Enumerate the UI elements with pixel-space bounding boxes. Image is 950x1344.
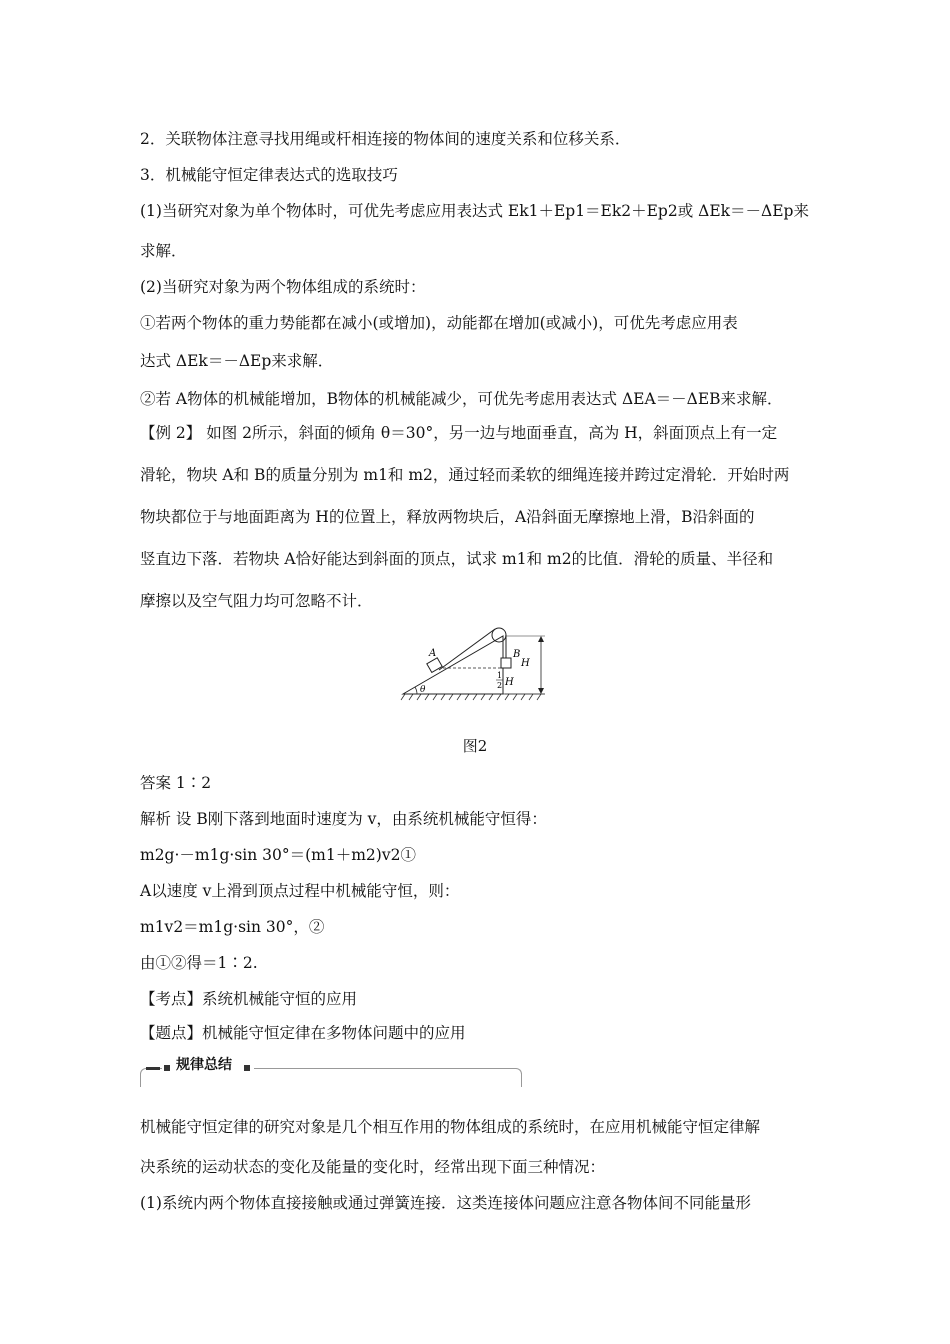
summary-dash-icon [146, 1067, 160, 1070]
text-line: m1v2＝m1g·sin 30°，② [140, 918, 325, 936]
label-half-den: 2 [497, 681, 503, 690]
figure-caption: 图2 [462, 737, 488, 755]
text-line: 求解． [140, 242, 187, 260]
text-line: A以速度 v上滑到顶点过程中机械能守恒，则： [140, 882, 460, 900]
text-line: 【题点】机械能守恒定律在多物体问题中的应用 [140, 1024, 466, 1042]
label-half-h: H [505, 677, 514, 688]
text-line: 滑轮，物块 A和 B的质量分别为 m1和 m2，通过轻而柔软的细绳连接并跨过定滑轮．开始时两 [140, 466, 790, 484]
text-line: ①若两个物体的重力势能都在减小(或增加)，动能都在增加(或减小)，可优先考虑应用表 [140, 314, 738, 332]
text-line: 3．机械能守恒定律表达式的选取技巧 [140, 166, 398, 184]
text-line: 达式 ΔEk＝－ΔEp来求解． [140, 352, 334, 370]
block-b [501, 658, 511, 668]
text-line: 决系统的运动状态的变化及能量的变化时，经常出现下面三种情况： [140, 1158, 606, 1176]
label-theta: θ [420, 685, 426, 695]
label-h: H [521, 658, 530, 669]
text-line: 【考点】系统机械能守恒的应用 [140, 990, 358, 1008]
summary-square-icon [164, 1065, 170, 1071]
text-line: 由①②得＝1∶2. [140, 954, 258, 972]
label-a: A [429, 648, 437, 659]
text-line: 2．关联物体注意寻找用绳或杆相连接的物体间的速度关系和位移关系． [140, 130, 631, 148]
text-line: m2g·－m1g·sin 30°＝(m1＋m2)v2① [140, 846, 416, 864]
text-line: 答案 1∶2 [140, 774, 212, 792]
block-a [427, 658, 442, 673]
label-b: B [513, 649, 521, 660]
label-half-num: 1 [497, 671, 503, 680]
text-line: 机械能守恒定律的研究对象是几个相互作用的物体组成的系统时，在应用机械能守恒定律解 [140, 1118, 761, 1136]
rope-incline [439, 629, 495, 670]
text-line: 摩擦以及空气阻力均可忽略不计． [140, 592, 373, 610]
text-line: (1)系统内两个物体直接接触或通过弹簧连接．这类连接体问题应注意各物体间不同能量形 [140, 1194, 751, 1212]
summary-header [140, 1054, 520, 1084]
incline-triangle [403, 636, 503, 694]
text-line: 物块都位于与地面距离为 H的位置上，释放两物块后，A沿斜面无摩擦地上滑，B沿斜面的 [140, 508, 755, 526]
theta-arc [415, 687, 417, 694]
summary-title: 规律总结 [176, 1057, 232, 1073]
text-line: 竖直边下落．若物块 A恰好能达到斜面的顶点，试求 m1和 m2的比值．滑轮的质量、半径和 [140, 550, 774, 568]
text-line: 解析 设 B刚下落到地面时速度为 v，由系统机械能守恒得： [140, 810, 547, 828]
text-line: (2)当研究对象为两个物体组成的系统时： [140, 278, 426, 296]
text-line: (1)当研究对象为单个物体时，可优先考虑应用表达式 Ek1＋Ep1＝Ek2＋Ep2或 ΔEk＝－ΔEp来 [140, 202, 809, 220]
incline-pulley-figure [395, 622, 555, 712]
text-line: 【例 2】 如图 2所示，斜面的倾角 θ＝30°，另一边与地面垂直，高为 H，斜面顶点上有一定 [140, 424, 778, 442]
summary-square-icon-right [244, 1065, 250, 1071]
text-line: ②若 A物体的机械能增加，B物体的机械能减少，可优先考虑用表达式 ΔEA＝－ΔEB来求解． [140, 390, 783, 408]
